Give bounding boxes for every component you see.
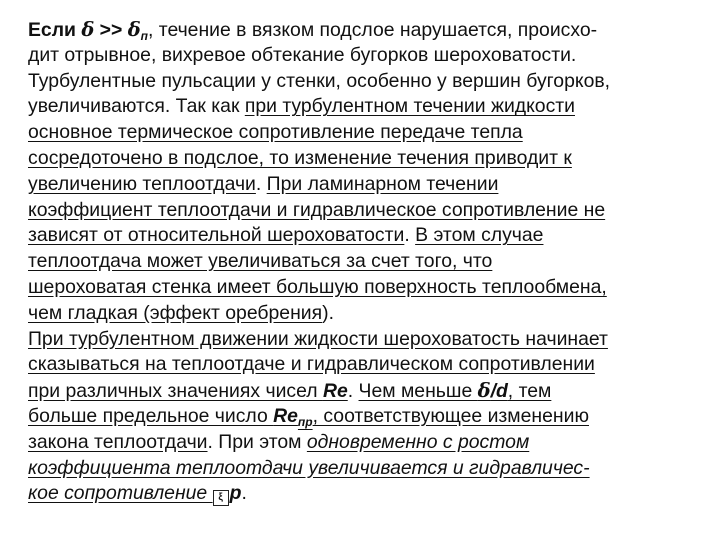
text-line-9 [28, 223, 700, 249]
underlined-text: больше предельное число [28, 404, 274, 427]
underlined-text: теплоотдача может увеличиваться за счет того, что [28, 250, 493, 273]
delta-symbol: δ [477, 379, 491, 403]
line-text: . [404, 224, 416, 247]
body-text [28, 17, 700, 507]
text-line-8 [28, 198, 700, 224]
subscript-r: р [229, 482, 242, 505]
underlined-text: увеличению теплоотдачи [28, 172, 256, 195]
line-text: . [241, 482, 247, 505]
text-line-5 [28, 120, 700, 146]
text-line-6 [28, 146, 700, 172]
underlined-text: коэффициент теплоотдачи и гидравлическое сопротивление не [28, 198, 606, 221]
subscript-pr: пр [297, 414, 313, 429]
word-esli: Если [28, 19, 82, 41]
line-text: , течение в вязком подслое нарушается, происхо- [148, 19, 598, 41]
text-line-12 [28, 301, 700, 327]
text-line-2 [28, 43, 700, 69]
text-line-10 [28, 249, 700, 275]
text-line-7 [28, 172, 700, 198]
underlined-text: , тем [507, 380, 552, 403]
text-line-17 [28, 430, 700, 456]
underlined-text: При ламинарном течении [266, 172, 499, 195]
line-text: Турбулентные пульсации у стенки, особенно у вершин бугорков, [28, 69, 611, 92]
underlined-text: Чем меньше [358, 380, 478, 403]
reynolds-number: Re [322, 380, 348, 403]
delta-symbol: δ [127, 18, 141, 41]
line-text: ). [322, 301, 334, 324]
text-line-11 [28, 275, 700, 301]
ratio-d: /d [490, 380, 508, 403]
underlined-text: сосредоточено в подслое, то изменение течения приводит к [28, 146, 572, 169]
text-line-14 [28, 352, 700, 378]
underlined-text: , соответствующее изменению [312, 404, 589, 427]
xi-glyph-icon: ξ [213, 490, 229, 506]
underlined-text: В этом случае [415, 224, 544, 247]
underlined-text: При турбулентном движении жидкости шероховатость начинает [28, 327, 608, 350]
underlined-text: основное термическое сопротивление передаче тепла [28, 121, 523, 144]
text-line-1 [28, 17, 700, 43]
italic-underlined-text: одновременно с ростом [306, 430, 530, 453]
much-greater-sign: >> [94, 19, 128, 41]
text-line-3 [28, 69, 700, 95]
underlined-text: чем гладкая (эффект оребрения [28, 301, 323, 324]
underlined-text: шероховатая стенка имеет большую поверхность теплообмена, [28, 275, 607, 298]
line-text: увеличиваются. Так как [28, 95, 245, 118]
line-text: . [347, 380, 359, 403]
underlined-text: сказываться на теплоотдаче и гидравлическом сопротивлении [28, 353, 595, 376]
reynolds-number: Re [273, 404, 298, 427]
line-text: . При этом [207, 430, 307, 453]
subscript-p: п [140, 29, 148, 43]
underlined-text: закона теплоотдачи [28, 430, 208, 453]
text-line-13 [28, 327, 700, 353]
italic-underlined-text: кое сопротивление [28, 482, 213, 505]
text-line-19 [28, 481, 700, 507]
text-line-18 [28, 456, 700, 482]
underlined-text: зависят от относительной шероховатости [28, 224, 405, 247]
underlined-text: при различных значениях чисел [28, 380, 323, 403]
text-line-15 [28, 378, 700, 404]
line-text: . [255, 172, 267, 195]
delta-symbol: δ [81, 18, 95, 41]
text-line-16 [28, 404, 700, 430]
underlined-text: при турбулентном течении жидкости [244, 95, 575, 118]
text-line-4 [28, 94, 700, 120]
italic-underlined-text: коэффициента теплоотдачи увеличивается и гидравличес- [28, 456, 590, 479]
line-text: дит отрывное, вихревое обтекание бугорков шероховатости. [28, 43, 577, 66]
